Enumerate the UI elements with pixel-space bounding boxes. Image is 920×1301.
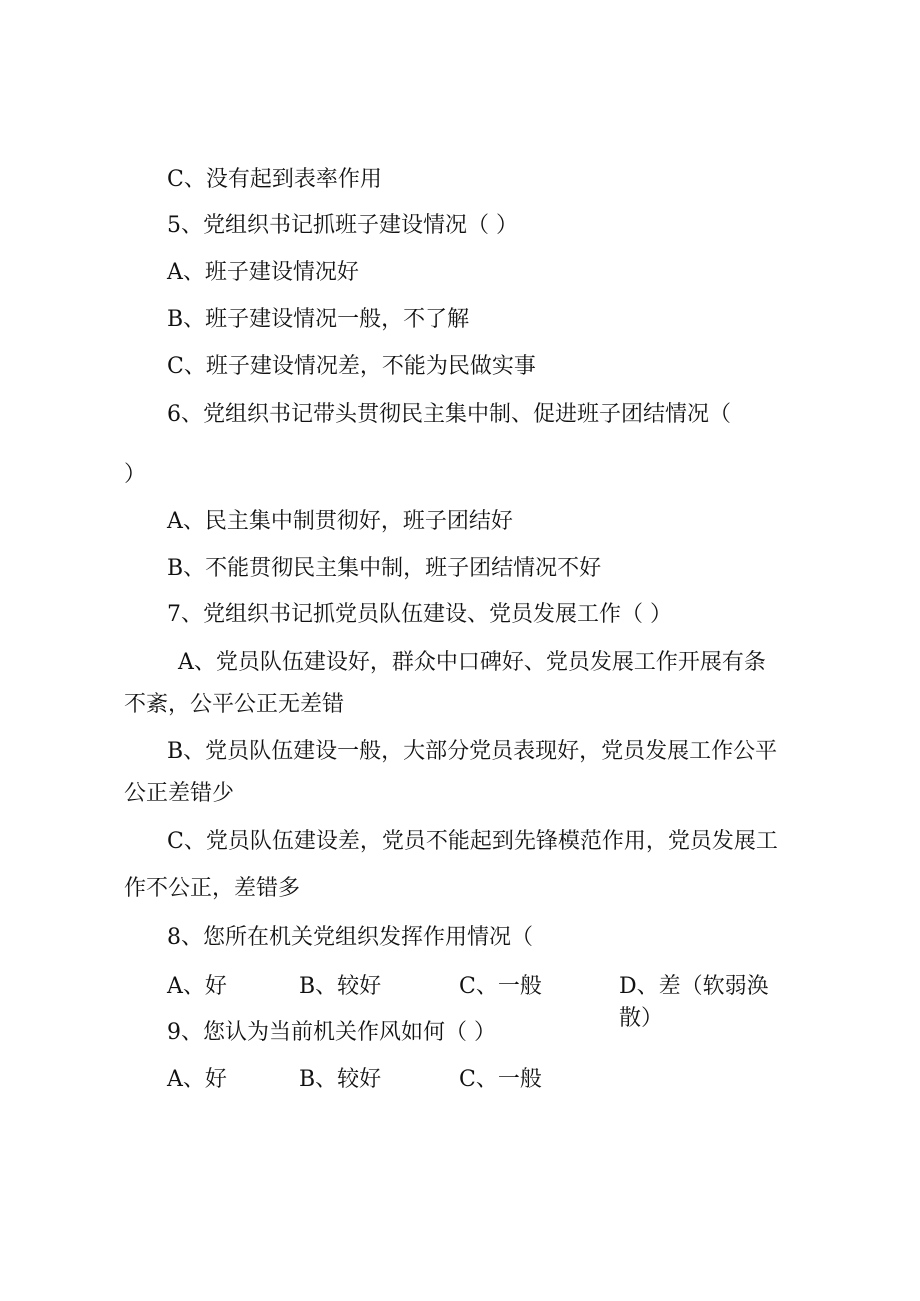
question-7: 7、党组织书记抓党员队伍建设、党员发展工作（ ） (167, 602, 672, 627)
q6-option-b: B、不能贯彻民主集中制，班子团结情况不好 (167, 556, 602, 581)
q8-option-a: A、好 (167, 974, 227, 999)
q7-option-b: B、党员队伍建设一般，大部分党员表现好，党员发展工作公平 (167, 739, 778, 764)
q7-option-a: A、党员队伍建设好，群众中口碑好、党员发展工作开展有条 (178, 650, 766, 675)
question-8: 8、您所在机关党组织发挥作用情况（ (167, 925, 533, 950)
q7-option-c-continuation: 作不公正，差错多 (124, 876, 301, 901)
q8-option-b: B、较好 (299, 974, 382, 999)
q9-option-b: B、较好 (299, 1067, 382, 1092)
q8-option-d: D、差（软弱涣散） (619, 974, 769, 1031)
question-6: 6、党组织书记带头贯彻民主集中制、促进班子团结情况（ (167, 402, 731, 427)
q7-option-b-continuation: 公正差错少 (124, 781, 235, 806)
q5-option-a: A、班子建设情况好 (167, 260, 359, 285)
q4-option-c: C、没有起到表率作用 (167, 167, 382, 192)
q6-option-a: A、民主集中制贯彻好，班子团结好 (167, 509, 513, 534)
q7-option-a-continuation: 不紊，公平公正无差错 (124, 692, 345, 717)
q5-option-c: C、班子建设情况差，不能为民做实事 (167, 354, 536, 379)
question-5: 5、党组织书记抓班子建设情况（ ） (167, 213, 518, 238)
q7-option-c: C、党员队伍建设差，党员不能起到先锋模范作用，党员发展工 (167, 829, 778, 854)
q8-option-c: C、一般 (459, 974, 542, 999)
q5-option-b: B、班子建设情况一般，不了解 (167, 307, 470, 332)
q9-option-c: C、一般 (459, 1067, 542, 1092)
q9-option-a: A、好 (167, 1067, 227, 1092)
question-6-continuation: ） (124, 462, 147, 487)
question-9: 9、您认为当前机关作风如何（ ） (167, 1020, 496, 1045)
